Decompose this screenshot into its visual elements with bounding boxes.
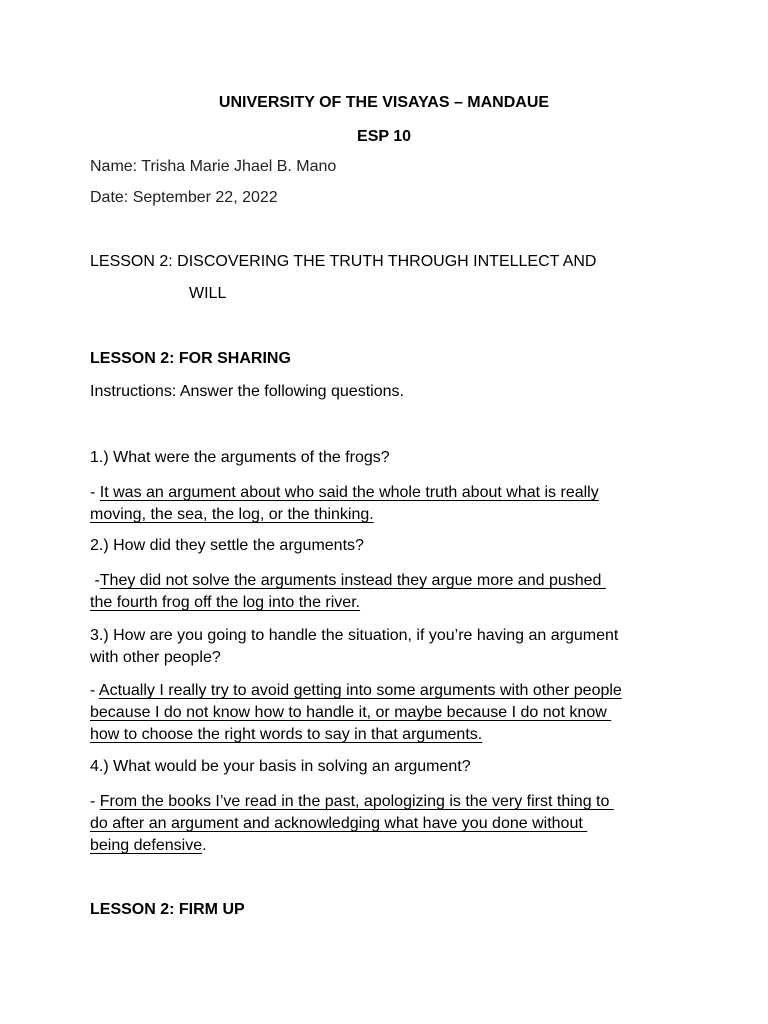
answer-prefix: - xyxy=(90,793,100,810)
answer-prefix: - xyxy=(90,682,99,699)
student-name: Name: Trisha Marie Jhael B. Mano xyxy=(90,158,337,175)
answer-2-line2: the fourth frog off the log into the river. xyxy=(90,594,361,611)
instructions: Instructions: Answer the following questions. xyxy=(90,383,404,400)
date-line: Date: September 22, 2022 xyxy=(90,189,278,206)
question-3-line2: with other people? xyxy=(90,649,221,666)
answer-1 xyxy=(90,482,690,526)
answer-4-line3: being defensive xyxy=(90,837,203,854)
answer-prefix: - xyxy=(90,572,100,589)
lesson-title-line1: LESSON 2: DISCOVERING THE TRUTH THROUGH INTELLECT AND xyxy=(90,253,597,270)
answer-3-line1: Actually I really try to avoid getting into some arguments with other people xyxy=(98,682,622,699)
question-3-line1: 3.) How are you going to handle the situation, if you’re having an argument xyxy=(90,627,619,644)
answer-4-line1: From the books I’ve read in the past, apologizing is the very first thing to xyxy=(99,793,614,810)
answer-4-line2: do after an argument and acknowledging what have you done without xyxy=(90,815,588,832)
university-title: UNIVERSITY OF THE VISAYAS – MANDAUE xyxy=(218,94,550,111)
subject-title: ESP 10 xyxy=(357,128,411,145)
for-sharing-heading: LESSON 2: FOR SHARING xyxy=(90,350,291,367)
question-4: 4.) What would be your basis in solving an argument? xyxy=(90,758,471,775)
question-3 xyxy=(90,625,690,669)
answer-3-line2: because I do not know how to handle it, or maybe because I do not know xyxy=(90,704,612,721)
answer-2 xyxy=(90,570,690,614)
answer-1-line1: It was an argument about who said the whole truth about what is really xyxy=(99,484,599,501)
lesson-title-line2: WILL xyxy=(189,285,227,302)
question-1: 1.) What were the arguments of the frogs? xyxy=(90,449,390,466)
answer-4 xyxy=(90,791,690,857)
answer-3 xyxy=(90,680,690,746)
firm-up-heading: LESSON 2: FIRM UP xyxy=(90,901,245,918)
answer-3-line3: how to choose the right words to say in that arguments. xyxy=(90,726,483,743)
question-2: 2.) How did they settle the arguments? xyxy=(90,537,364,554)
answer-1-line2: moving, the sea, the log, or the thinking. xyxy=(90,506,374,523)
answer-prefix: - xyxy=(90,484,100,501)
answer-2-line1: They did not solve the arguments instead they argue more and pushed xyxy=(99,572,606,589)
answer-4-period: . xyxy=(202,837,207,854)
